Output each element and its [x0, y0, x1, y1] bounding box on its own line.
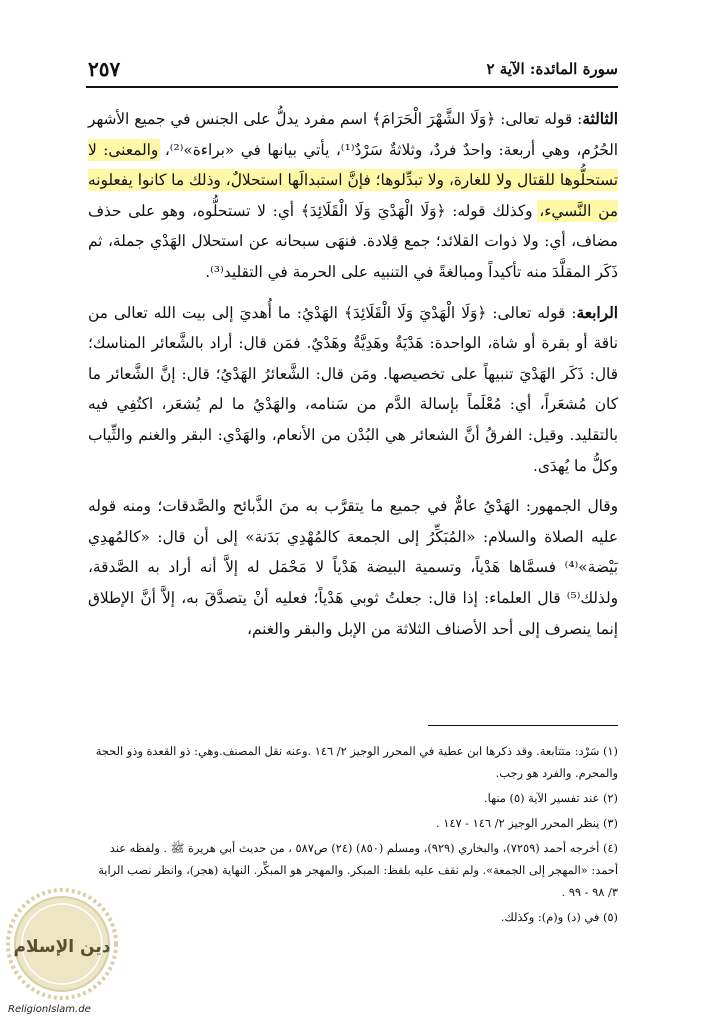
footnote: (٣) ينظر المحرر الوجيز ٢/ ١٤٦ - ١٤٧ . [435, 816, 618, 830]
paragraph-third [88, 104, 618, 288]
page-number: ٢٥٧ [88, 57, 121, 81]
paragraph-text: وقال الجمهور: الهَدْيُ عامٌّ في جميع ما يتقرَّب به منَ الذَّبائح والصَّدقات؛ ومنه قوله عليه الصلاة والسلام: «المُبَكِّرُ إلى الجمعة كالمُهْدِي بَدَنة» إلى أن قال: «كالمُهدِي بَيْضة»⁽⁴⁾ فسمَّاها هَدْياً، وتسمية البيضة هَدْياً لا مَحْمَل له إلاَّ أنه أراد به الصَّدقة، ولذلك⁽⁵⁾ قال العلماء: إذا قال: جعلتُ ثوبي هَدْياً؛ فعليه أنْ يتصدَّقَ به، إلاَّ أنَّ الإطلاق إنما ينصرف إلى أحد الأصناف الثلاثة من الإبل والبقر والغنم، [88, 497, 618, 638]
footnote-divider [428, 725, 618, 726]
surah-title: سورة المائدة: الآية ٢ [486, 60, 618, 78]
logo-text: دين الإسلام [13, 937, 111, 957]
footnote: (٢) عند تفسير الآية (٥) منها. [484, 791, 618, 805]
watermark-logo [4, 886, 120, 1002]
paragraph-fourth [88, 298, 618, 482]
site-url: ReligionIslam.de [8, 1004, 91, 1015]
footnotes [88, 740, 618, 931]
footnote: (٤) أخرجه أحمد (٧٢٥٩)، والبخاري (٩٢٩)، ومسلم (٨٥٠) (٢٤) ص٥٨٧ ، من حديث أبي هريرة ﷺ . ولفظه عند أحمد: «المهجر إلى الجمعة». ولم نقف عليه بلفظ: المبكر. والمهجر هو المبكِّر. النهاية (هجر)، وانظر نصب الراية ٣/ ٩٨ - ٩٩ . [98, 841, 618, 899]
paragraph-text: : قوله تعالى: ﴿وَلَا الشَّهْرَ الْحَرَامَ﴾ اسم مفرد يدلُّ على الجنس في جميع الأشهر الحُرُم، وهي أربعة: واحدٌ فردٌ، وثلاثةٌ سَرْدٌ⁽¹⁾، يأتي بيانها في «براءة»⁽²⁾، [88, 110, 618, 159]
footnote: (٥) في (د) و(م): وكذلك. [500, 910, 618, 924]
paragraph-text: وكذلك قوله: ﴿وَلَا الْهَدْيَ وَلَا الْقَلَائِدَ﴾ أي: لا تستحلُّوه، وهو على حذف مضاف، أي: ولا ذوات القلائد؛ جمع قِلادة. فنهَى سبحانه عن استحلال الهَدْي جملة، ثم ذَكَر المقلَّدَ منه تأكيداً ومبالغةً في التنبيه على الحرمة في التقليد⁽³⁾. [88, 201, 618, 281]
header-divider [86, 86, 618, 88]
paragraph-lead: الرابعة [576, 303, 618, 322]
footnote: (١) سَرْد: متتابعة. وقد ذكرها ابن عطية في المحرر الوجيز ٢/ ١٤٦ .وعنه نقل المصنف.وهي: ذو القعدة وذو الحجة والمحرم. والفرد هو رجب. [95, 744, 618, 780]
paragraph-text: : قوله تعالى: ﴿وَلَا الْهَدْيَ وَلَا الْقَلَائِدَ﴾ الهَدْيُ: ما أُهديَ إلى بيت الله تعالى من ناقة أو بقرة أو شاة، الواحدة: هَدْيَةٌ وهَدِيَّةٌ وهَدْيٌ. فمَن قال: أراد بالشَّعائر المناسك؛ قال: ذَكَر الهَدْيَ تنبيهاً على تخصيصها. ومَن قال: الشَّعائرُ الهَدْيُ؛ قال: إنَّ الشَّعائر ما كان مُشعَراً، أي: مُعْلَماً بإسالة الدَّم من سَنامه، والهَدْيُ ما لم يُشعَر، اكتُفِي فيه بالتقليد. وقيل: الفرقُ أنَّ الشعائر هي البُدْن من الأنعام، والهَدْي: البقر والغنم والثِّياب وكلُّ ما يُهدَى. [88, 303, 618, 475]
paragraph-lead: الثالثة [582, 110, 618, 128]
main-text [88, 104, 618, 644]
highlighted-text: والمعنى: لا تستحلُّوها للقتال ولا للغارة، ولا تبدِّلوها؛ فإنَّ استبدالَها استحلالٌ، وذلك ما كانوا يفعلونه من النَّسيء، [88, 140, 618, 220]
page-header [88, 54, 618, 84]
paragraph-majority [88, 491, 618, 644]
